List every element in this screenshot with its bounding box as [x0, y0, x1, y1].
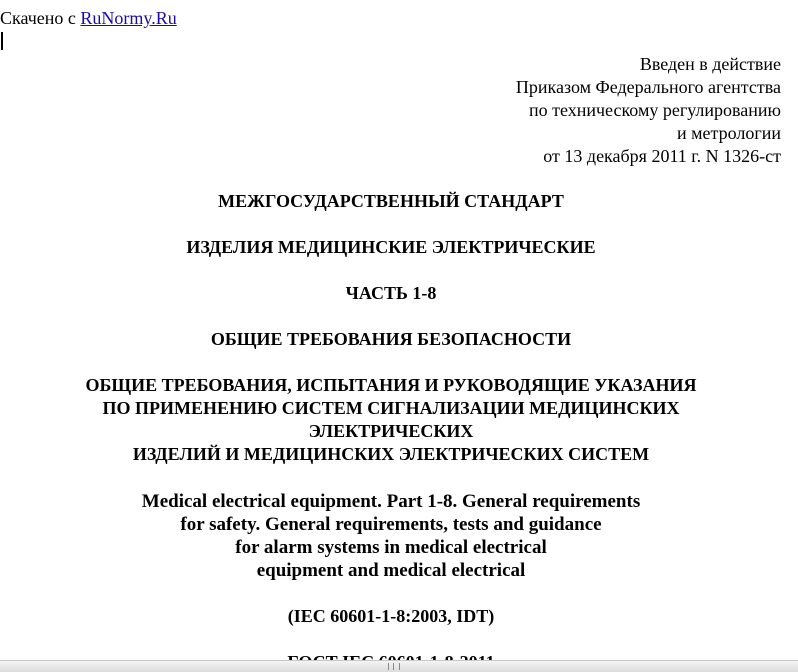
part-heading	[0, 282, 782, 305]
english-title	[0, 490, 782, 582]
subtitle-line: ЭЛЕКТРИЧЕСКИХ	[308, 421, 474, 441]
safety-heading	[0, 328, 782, 351]
horizontal-scrollbar[interactable]	[0, 660, 798, 672]
subtitle-line: ОБЩИЕ ТРЕБОВАНИЯ, ИСПЫТАНИЯ И РУКОВОДЯЩИЕ УКАЗАНИЯ	[85, 375, 697, 395]
standard-type-heading	[0, 190, 782, 213]
subtitle-heading	[0, 374, 782, 466]
part-text: ЧАСТЬ 1-8	[345, 283, 437, 303]
text-cursor	[1, 32, 3, 50]
source-link[interactable]: RuNormy.Ru	[80, 8, 177, 28]
approval-line: и метрологии	[677, 123, 781, 143]
approval-line: Введен в действие	[639, 54, 781, 74]
iec-text: (IEC 60601-1-8:2003, IDT)	[287, 606, 495, 626]
english-line: Medical electrical equipment. Part 1-8. General requirements	[141, 491, 641, 512]
iec-reference	[0, 605, 782, 628]
source-prefix: Скачено с	[0, 8, 76, 28]
approval-block	[516, 53, 781, 168]
english-line: for safety. General requirements, tests and guidance	[180, 514, 602, 535]
english-line: for alarm systems in medical electrical	[235, 537, 547, 558]
approval-line: Приказом Федерального агентства	[515, 77, 781, 97]
title-heading	[0, 236, 782, 259]
subtitle-line: ПО ПРИМЕНЕНИЮ СИСТЕМ СИГНАЛИЗАЦИИ МЕДИЦИНСКИХ	[102, 398, 680, 418]
english-line: equipment and medical electrical	[256, 560, 526, 581]
approval-line: по техническому регулированию	[528, 100, 781, 120]
title-text: ИЗДЕЛИЯ МЕДИЦИНСКИЕ ЭЛЕКТРИЧЕСКИЕ	[186, 237, 596, 257]
standard-type-text: МЕЖГОСУДАРСТВЕННЫЙ СТАНДАРТ	[218, 191, 564, 211]
approval-line: от 13 декабря 2011 г. N 1326-ст	[543, 146, 781, 166]
source-line	[0, 7, 177, 29]
scrollbar-grip-icon[interactable]	[388, 663, 400, 670]
subtitle-line: ИЗДЕЛИЙ И МЕДИЦИНСКИХ ЭЛЕКТРИЧЕСКИХ СИСТЕМ	[132, 444, 650, 464]
safety-text: ОБЩИЕ ТРЕБОВАНИЯ БЕЗОПАСНОСТИ	[210, 329, 572, 349]
